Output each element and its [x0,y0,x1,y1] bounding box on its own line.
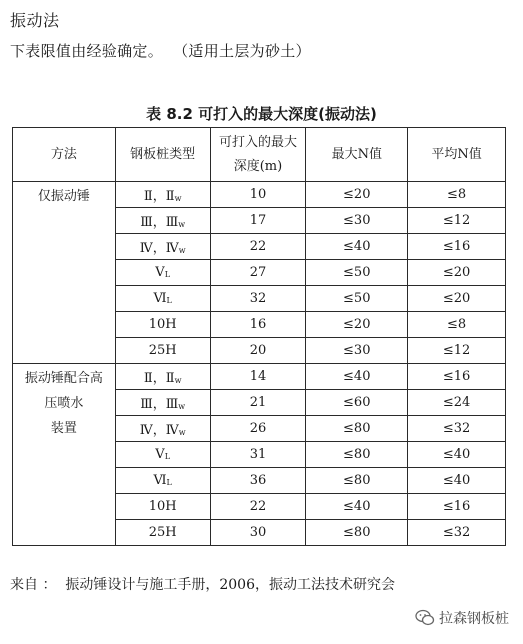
avg-n-cell: ≤32 [408,416,506,442]
pile-type-cell: ⅤL [115,260,210,286]
avg-n-cell: ≤20 [408,260,506,286]
depth-cell: 10 [210,182,306,208]
table-header-row [13,128,506,182]
depth-cell: 32 [210,286,306,312]
pile-type-cell: ⅥL [115,286,210,312]
intro-text: 下表限值由经验确定。 （适用土层为砂土） [10,42,311,60]
max-n-cell: ≤40 [306,494,408,520]
column-header: 钢板桩类型 [115,128,210,182]
max-n-cell: ≤40 [306,234,408,260]
avg-n-cell: ≤12 [408,338,506,364]
table-caption: 表 8.2 可打入的最大深度(振动法) [146,105,377,123]
depth-cell: 14 [210,364,306,390]
depth-cell: 17 [210,208,306,234]
depth-cell: 36 [210,468,306,494]
pile-type-cell: Ⅳ，Ⅳw [115,234,210,260]
depth-cell: 26 [210,416,306,442]
method-cell: 振动锤配合高 压喷水 装置 [13,364,116,546]
pile-type-cell: ⅤL [115,442,210,468]
depth-table [12,127,506,546]
watermark-text: 拉森钢板桩 [439,611,509,627]
max-n-cell: ≤40 [306,364,408,390]
avg-n-cell: ≤20 [408,286,506,312]
avg-n-cell: ≤24 [408,390,506,416]
avg-n-cell: ≤40 [408,442,506,468]
avg-n-cell: ≤16 [408,234,506,260]
depth-cell: 20 [210,338,306,364]
column-header: 方法 [13,128,116,182]
pile-type-cell: 25H [115,338,210,364]
depth-cell: 22 [210,494,306,520]
section-heading: 振动法 [10,11,60,30]
avg-n-cell: ≤8 [408,312,506,338]
pile-type-cell: Ⅳ，Ⅳw [115,416,210,442]
watermark [415,608,509,628]
table-row [13,364,506,390]
pile-type-cell: ⅥL [115,468,210,494]
column-header: 最大N值 [306,128,408,182]
avg-n-cell: ≤40 [408,468,506,494]
avg-n-cell: ≤8 [408,182,506,208]
pile-type-cell: 10H [115,312,210,338]
max-n-cell: ≤80 [306,468,408,494]
max-n-cell: ≤50 [306,260,408,286]
depth-cell: 27 [210,260,306,286]
depth-cell: 16 [210,312,306,338]
pile-type-cell: Ⅱ，Ⅱw [115,182,210,208]
pile-type-cell: 25H [115,520,210,546]
avg-n-cell: ≤16 [408,364,506,390]
column-header: 平均N值 [408,128,506,182]
wechat-icon [415,609,435,627]
source-note: 来自 ： 振动锤设计与施工手册，2006，振动工法技术研究会 [10,577,395,593]
avg-n-cell: ≤16 [408,494,506,520]
avg-n-cell: ≤12 [408,208,506,234]
max-n-cell: ≤30 [306,208,408,234]
table-row [13,182,506,208]
max-n-cell: ≤20 [306,312,408,338]
max-n-cell: ≤80 [306,520,408,546]
depth-cell: 21 [210,390,306,416]
max-n-cell: ≤20 [306,182,408,208]
max-n-cell: ≤80 [306,416,408,442]
method-cell: 仅振动锤 [13,182,116,364]
pile-type-cell: Ⅲ，Ⅲw [115,208,210,234]
max-n-cell: ≤50 [306,286,408,312]
depth-cell: 30 [210,520,306,546]
pile-type-cell: Ⅲ，Ⅲw [115,390,210,416]
column-header: 可打入的最大 深度(m) [210,128,306,182]
max-n-cell: ≤60 [306,390,408,416]
max-n-cell: ≤80 [306,442,408,468]
avg-n-cell: ≤32 [408,520,506,546]
pile-type-cell: 10H [115,494,210,520]
max-n-cell: ≤30 [306,338,408,364]
pile-type-cell: Ⅱ，Ⅱw [115,364,210,390]
depth-cell: 22 [210,234,306,260]
depth-cell: 31 [210,442,306,468]
